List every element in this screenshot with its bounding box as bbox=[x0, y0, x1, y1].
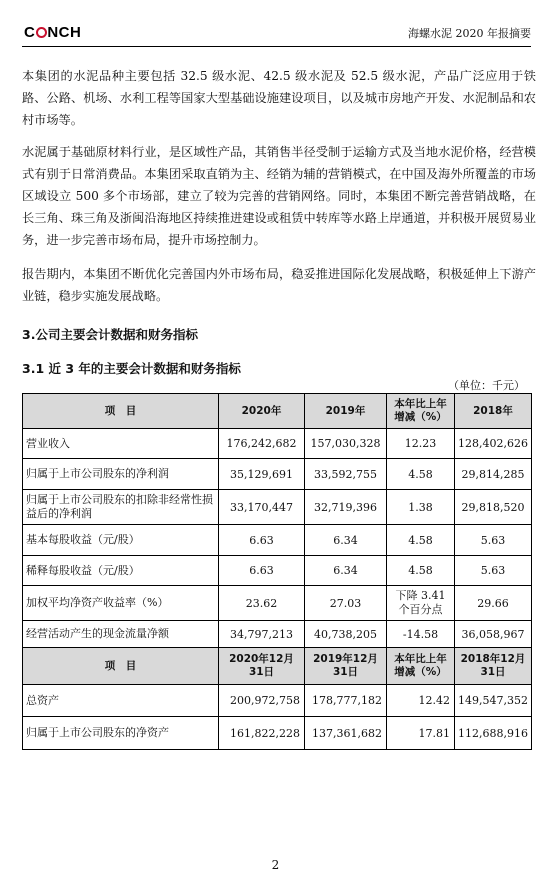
cell-value: 112,688,916 bbox=[455, 717, 532, 750]
header-divider bbox=[22, 46, 531, 47]
table-header-row bbox=[23, 394, 532, 429]
cell-value: 32,719,396 bbox=[305, 490, 387, 525]
page-number: 2 bbox=[271, 858, 280, 872]
cell-value: 6.63 bbox=[219, 525, 305, 556]
cell-value: 1.38 bbox=[387, 490, 455, 525]
cell-value: 12.23 bbox=[387, 429, 455, 459]
table-row bbox=[23, 621, 532, 648]
table-row bbox=[23, 490, 532, 525]
column-header: 2019年 bbox=[305, 394, 387, 429]
table-row bbox=[23, 586, 532, 621]
row-label: 加权平均净资产收益率（%） bbox=[23, 586, 219, 621]
conch-logo: C NCH bbox=[24, 24, 82, 41]
column-header: 项 目 bbox=[23, 648, 219, 685]
paragraph-sales-model: 水泥属于基础原材料行业，是区域性产品，其销售半径受制于运输方式及当地水泥价格，经营模式有别于日常消费品。本集团采取直销为主、经销为辅的营销模式，在中国及海外所覆盖的市场区域设立 500 多个市场部，建立了较为完善的营销网络。同时，本集团不断完善营销战略，在长三角、珠三角及浙闽沿海地区持续推进建设或租赁中转库等水路上岸通道，并积极开展贸易业务，进一步完善市场布局，提升市场控制力。 bbox=[22, 145, 536, 247]
cell-value: 128,402,626 bbox=[455, 429, 532, 459]
cell-value: 4.58 bbox=[387, 556, 455, 586]
row-label: 稀释每股收益（元/股） bbox=[23, 556, 219, 586]
table-row bbox=[23, 717, 532, 750]
cell-value: 29.66 bbox=[455, 586, 532, 621]
cell-value: 33,592,755 bbox=[305, 459, 387, 490]
subsection-title: 3.1 近 3 年的主要会计数据和财务指标 bbox=[22, 361, 241, 376]
cell-value: 下降 3.41 个百分点 bbox=[387, 586, 455, 621]
row-label: 归属于上市公司股东的净利润 bbox=[23, 459, 219, 490]
cell-value: 157,030,328 bbox=[305, 429, 387, 459]
paragraph-products: 本集团的水泥品种主要包括 32.5 级水泥、42.5 级水泥及 52.5 级水泥，产品广泛应用于铁路、公路、机场、水利工程等国家大型基础设施建设项目，以及城市房地产开发、水泥制品和农村市场等。 bbox=[22, 69, 536, 127]
column-header: 2018年 bbox=[455, 394, 532, 429]
page-header bbox=[22, 22, 531, 44]
column-header: 2020年12月31日 bbox=[219, 648, 305, 685]
row-label: 总资产 bbox=[23, 685, 219, 717]
cell-value: 5.63 bbox=[455, 556, 532, 586]
column-header: 项 目 bbox=[23, 394, 219, 429]
cell-value: 6.34 bbox=[305, 525, 387, 556]
cell-value: 33,170,447 bbox=[219, 490, 305, 525]
table-header-row bbox=[23, 648, 532, 685]
cell-value: 27.03 bbox=[305, 586, 387, 621]
cell-value: 5.63 bbox=[455, 525, 532, 556]
column-header: 本年比上年增减（%） bbox=[387, 394, 455, 429]
cell-value: 36,058,967 bbox=[455, 621, 532, 648]
cell-value: 4.58 bbox=[387, 525, 455, 556]
cell-value: 161,822,228 bbox=[219, 717, 305, 750]
table-row bbox=[23, 556, 532, 586]
row-label: 营业收入 bbox=[23, 429, 219, 459]
table-row bbox=[23, 685, 532, 717]
cell-value: 200,972,758 bbox=[219, 685, 305, 717]
cell-value: 178,777,182 bbox=[305, 685, 387, 717]
cell-value: 34,797,213 bbox=[219, 621, 305, 648]
cell-value: 35,129,691 bbox=[219, 459, 305, 490]
cell-value: 17.81 bbox=[387, 717, 455, 750]
cell-value: 6.34 bbox=[305, 556, 387, 586]
table-row bbox=[23, 525, 532, 556]
header-title: 海螺水泥 2020 年报摘要 bbox=[408, 27, 531, 40]
paragraph-strategy: 报告期内，本集团不断优化完善国内外市场布局，稳妥推进国际化发展战略，积极延伸上下游产业链，稳步实施发展战略。 bbox=[22, 267, 536, 303]
column-header: 2019年12月31日 bbox=[305, 648, 387, 685]
cell-value: 29,814,285 bbox=[455, 459, 532, 490]
cell-value: 40,738,205 bbox=[305, 621, 387, 648]
cell-value: 4.58 bbox=[387, 459, 455, 490]
cell-value: -14.58 bbox=[387, 621, 455, 648]
column-header: 本年比上年增减（%） bbox=[387, 648, 455, 685]
table-row bbox=[23, 429, 532, 459]
row-label: 基本每股收益（元/股） bbox=[23, 525, 219, 556]
section-title: 3.公司主要会计数据和财务指标 bbox=[22, 327, 198, 342]
cell-value: 149,547,352 bbox=[455, 685, 532, 717]
column-header: 2018年12月31日 bbox=[455, 648, 532, 685]
column-header: 2020年 bbox=[219, 394, 305, 429]
unit-note: （单位：千元） bbox=[448, 379, 525, 392]
cell-value: 176,242,682 bbox=[219, 429, 305, 459]
cell-value: 137,361,682 bbox=[305, 717, 387, 750]
financial-data-table bbox=[22, 393, 532, 750]
cell-value: 6.63 bbox=[219, 556, 305, 586]
row-label: 归属于上市公司股东的扣除非经常性损益后的净利润 bbox=[23, 490, 219, 525]
cell-value: 23.62 bbox=[219, 586, 305, 621]
logo-ring-icon bbox=[36, 27, 47, 38]
table-row bbox=[23, 459, 532, 490]
row-label: 归属于上市公司股东的净资产 bbox=[23, 717, 219, 750]
cell-value: 12.42 bbox=[387, 685, 455, 717]
cell-value: 29,818,520 bbox=[455, 490, 532, 525]
row-label: 经营活动产生的现金流量净额 bbox=[23, 621, 219, 648]
